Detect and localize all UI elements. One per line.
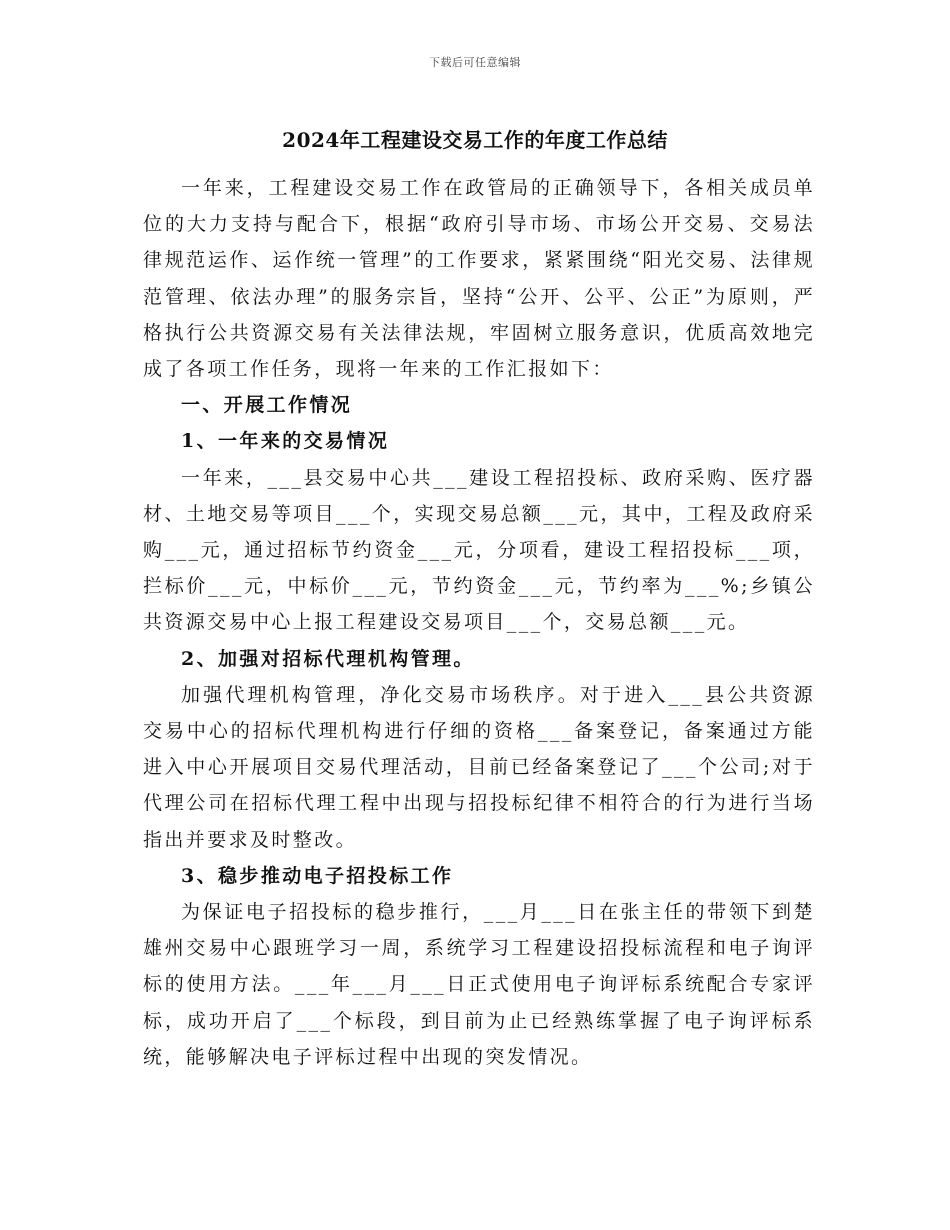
subsection-paragraph-1: 一年来，___县交易中心共___建设工程招投标、政府采购、医疗器材、土地交易等项目___个，实现交易总额___元，其中，工程及政府采购___元，通过招标节约资金___元，分项看，建设工程招投标___项，拦标价___元，中标价___元，节约资金___元，节约率为___%;乡镇公共资源交易中心上报工程建设交易项目___个，交易总额___元。 (143, 466, 815, 634)
document-title: 2024年工程建设交易工作的年度工作总结 (282, 128, 668, 152)
section-heading-1: 一、开展工作情况 (181, 394, 353, 417)
subsection-heading-1: 1、一年来的交易情况 (181, 430, 390, 453)
header-note: 下载后可任意编辑 (429, 56, 521, 69)
subsection-paragraph-2: 加强代理机构管理，净化交易市场秩序。对于进入___县公共资源交易中心的招标代理机构进行仔细的资格___备案登记，备案通过方能进入中心开展项目交易代理活动，目前已经备案登记了___个公司;对于代理公司在招标代理工程中出现与招投标纪律不相符合的行为进行当场指出并要求及时整改。 (143, 683, 815, 851)
subsection-heading-2: 2、加强对招标代理机构管理。 (181, 647, 475, 670)
document-body (143, 170, 815, 1075)
subsection-paragraph-3: 为保证电子招投标的稳步推行，___月___日在张主任的带领下到楚雄州交易中心跟班学习一周，系统学习工程建设招投标流程和电子询评标的使用方法。___年___月___日正式使用电子询评标系统配合专家评标，成功开启了___个标段，到目前为止已经熟练掌握了电子询评标系统，能够解决电子评标过程中出现的突发情况。 (143, 901, 815, 1068)
intro-paragraph: 一年来，工程建设交易工作在政管局的正确领导下，各相关成员单位的大力支持与配合下，根据“政府引导市场、市场公开交易、交易法律规范运作、运作统一管理”的工作要求，紧紧围绕“阳光交易、法律规范管理、依法办理”的服务宗旨，坚持“公开、公平、公正”为原则，严格执行公共资源交易有关法律法规，牢固树立服务意识，优质高效地完成了各项工作任务，现将一年来的工作汇报如下： (143, 177, 815, 381)
subsection-heading-3: 3、稳步推动电子招投标工作 (181, 864, 454, 887)
